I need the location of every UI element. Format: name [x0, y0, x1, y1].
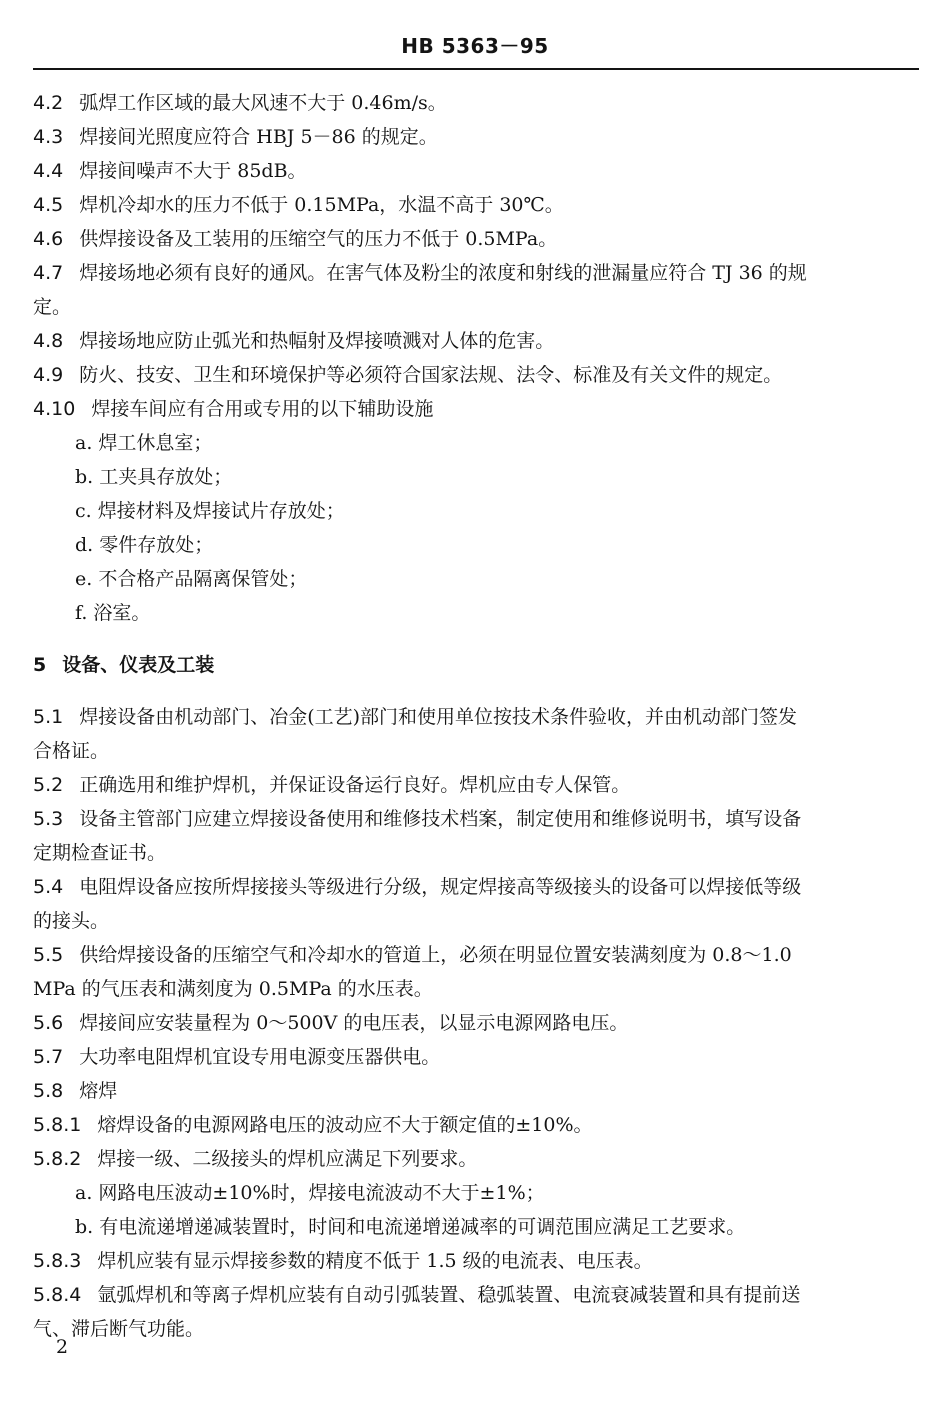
- clause-number: 5.8: [33, 1080, 64, 1102]
- clause-4-6: [33, 222, 919, 256]
- clause-4-3: [33, 120, 919, 154]
- clause-number: 4.5: [33, 194, 64, 216]
- clause-number: 4.10: [33, 398, 76, 420]
- clause-4-4: [33, 154, 919, 188]
- clause-number: 5.8.1: [33, 1114, 82, 1136]
- clause-5-8-3: [33, 1244, 919, 1278]
- clause-number: 4.6: [33, 228, 64, 250]
- section-5-heading: [33, 648, 919, 682]
- clause-5-3-continuation: 定期检查证书。: [33, 842, 167, 864]
- clause-text: 正确选用和维护焊机，并保证设备运行良好。焊机应由专人保管。: [79, 774, 631, 796]
- clause-text: 焊接场地应防止弧光和热幅射及焊接喷溅对人体的危害。: [79, 330, 555, 352]
- clause-number: 4.7: [33, 262, 64, 284]
- clause-5-1: [33, 700, 919, 734]
- clause-5-4: [33, 870, 919, 904]
- clause-5-5-continuation: MPa 的气压表和满刻度为 0.5MPa 的水压表。: [33, 978, 433, 1000]
- clause-number: 5.6: [33, 1012, 64, 1034]
- clause-number: 5.5: [33, 944, 64, 966]
- clause-number: 4.4: [33, 160, 64, 182]
- clause-number: 5.8.4: [33, 1284, 82, 1306]
- clause-text: 氩弧焊机和等离子焊机应装有自动引弧装置、稳弧装置、电流衰减装置和具有提前送: [97, 1284, 801, 1306]
- facility-item: e. 不合格产品隔离保管处；: [75, 568, 308, 590]
- clause-text: 焊接间光照度应符合 HBJ 5－86 的规定。: [79, 126, 438, 148]
- clause-text: 大功率电阻焊机宜设专用电源变压器供电。: [79, 1046, 441, 1068]
- clause-number: 5.7: [33, 1046, 64, 1068]
- clause-text: 电阻焊设备应按所焊接接头等级进行分级，规定焊接高等级接头的设备可以焊接低等级: [79, 876, 802, 898]
- clause-number: 5.8.2: [33, 1148, 82, 1170]
- clause-number: 4.2: [33, 92, 64, 114]
- clause-4-5: [33, 188, 919, 222]
- clause-4-8: [33, 324, 919, 358]
- clause-5-5: [33, 938, 919, 972]
- clause-5-8-4: [33, 1278, 919, 1312]
- clause-text: 焊接间应安装量程为 0～500V 的电压表，以显示电源网路电压。: [79, 1012, 629, 1034]
- clause-text: 焊接场地必须有良好的通风。在害气体及粉尘的浓度和射线的泄漏量应符合 TJ 36 的规: [79, 262, 807, 284]
- clause-text: 焊接设备由机动部门、冶金(工艺)部门和使用单位按技术条件验收，并由机动部门签发: [79, 706, 798, 728]
- clause-text: 焊接车间应有合用或专用的以下辅助设施: [91, 398, 434, 420]
- clause-5-1-continuation: 合格证。: [33, 740, 110, 762]
- clause-5-8-2: [33, 1142, 919, 1176]
- section-gap: [33, 630, 919, 648]
- clause-5-2: [33, 768, 919, 802]
- clause-text: 供给焊接设备的压缩空气和冷却水的管道上，必须在明显位置安装满刻度为 0.8～1.0: [79, 944, 792, 966]
- clause-text: 熔焊: [79, 1080, 118, 1102]
- clause-number: 4.9: [33, 364, 64, 386]
- clause-4-7-continuation: 定。: [33, 296, 72, 318]
- clause-number: 5.4: [33, 876, 64, 898]
- clause-text: 设备主管部门应建立焊接设备使用和维修技术档案，制定使用和维修说明书，填写设备: [79, 808, 802, 830]
- clause-4-10: [33, 392, 919, 426]
- clause-number: 5.8.3: [33, 1250, 82, 1272]
- page-number: 2: [56, 1336, 69, 1358]
- facility-item: d. 零件存放处；: [75, 534, 214, 556]
- facility-item: c. 焊接材料及焊接试片存放处；: [75, 500, 345, 522]
- clause-text: 弧焊工作区域的最大风速不大于 0.46m/s。: [79, 92, 447, 114]
- document-body: [33, 86, 919, 1346]
- clause-number: 5.1: [33, 706, 64, 728]
- clause-text: 焊接间噪声不大于 85dB。: [79, 160, 307, 182]
- clause-number: 5.2: [33, 774, 64, 796]
- clause-text: 焊机应装有显示焊接参数的精度不低于 1.5 级的电流表、电压表。: [97, 1250, 653, 1272]
- clause-5-7: [33, 1040, 919, 1074]
- section-title: 设备、仪表及工装: [62, 654, 215, 676]
- clause-4-9: [33, 358, 919, 392]
- facility-item: a. 焊工休息室；: [75, 432, 213, 454]
- requirement-item: a. 网路电压波动±10%时，焊接电流波动不大于±1%；: [75, 1182, 545, 1204]
- clause-number: 4.8: [33, 330, 64, 352]
- clause-4-7: [33, 256, 919, 290]
- clause-5-8: [33, 1074, 919, 1108]
- clause-5-3: [33, 802, 919, 836]
- facility-item: b. 工夹具存放处；: [75, 466, 233, 488]
- clause-number: 4.3: [33, 126, 64, 148]
- section-number: 5: [33, 654, 47, 676]
- header-rule: [33, 68, 919, 70]
- clause-text: 防火、技安、卫生和环境保护等必须符合国家法规、法令、标准及有关文件的规定。: [79, 364, 783, 386]
- clause-text: 焊机冷却水的压力不低于 0.15MPa，水温不高于 30℃。: [79, 194, 564, 216]
- clause-text: 焊接一级、二级接头的焊机应满足下列要求。: [97, 1148, 478, 1170]
- facility-item: f. 浴室。: [75, 602, 151, 624]
- requirement-item: b. 有电流递增递减装置时，时间和电流递增递减率的可调范围应满足工艺要求。: [75, 1216, 746, 1238]
- document-header-title: HB 5363－95: [401, 34, 549, 58]
- clause-5-8-4-continuation: 气、滞后断气功能。: [33, 1318, 205, 1340]
- clause-4-2: [33, 86, 919, 120]
- clause-text: 供焊接设备及工装用的压缩空气的压力不低于 0.5MPa。: [79, 228, 558, 250]
- clause-5-8-1: [33, 1108, 919, 1142]
- clause-5-4-continuation: 的接头。: [33, 910, 110, 932]
- clause-text: 熔焊设备的电源网路电压的波动应不大于额定值的±10%。: [97, 1114, 593, 1136]
- clause-5-6: [33, 1006, 919, 1040]
- section-gap: [33, 682, 919, 700]
- clause-number: 5.3: [33, 808, 64, 830]
